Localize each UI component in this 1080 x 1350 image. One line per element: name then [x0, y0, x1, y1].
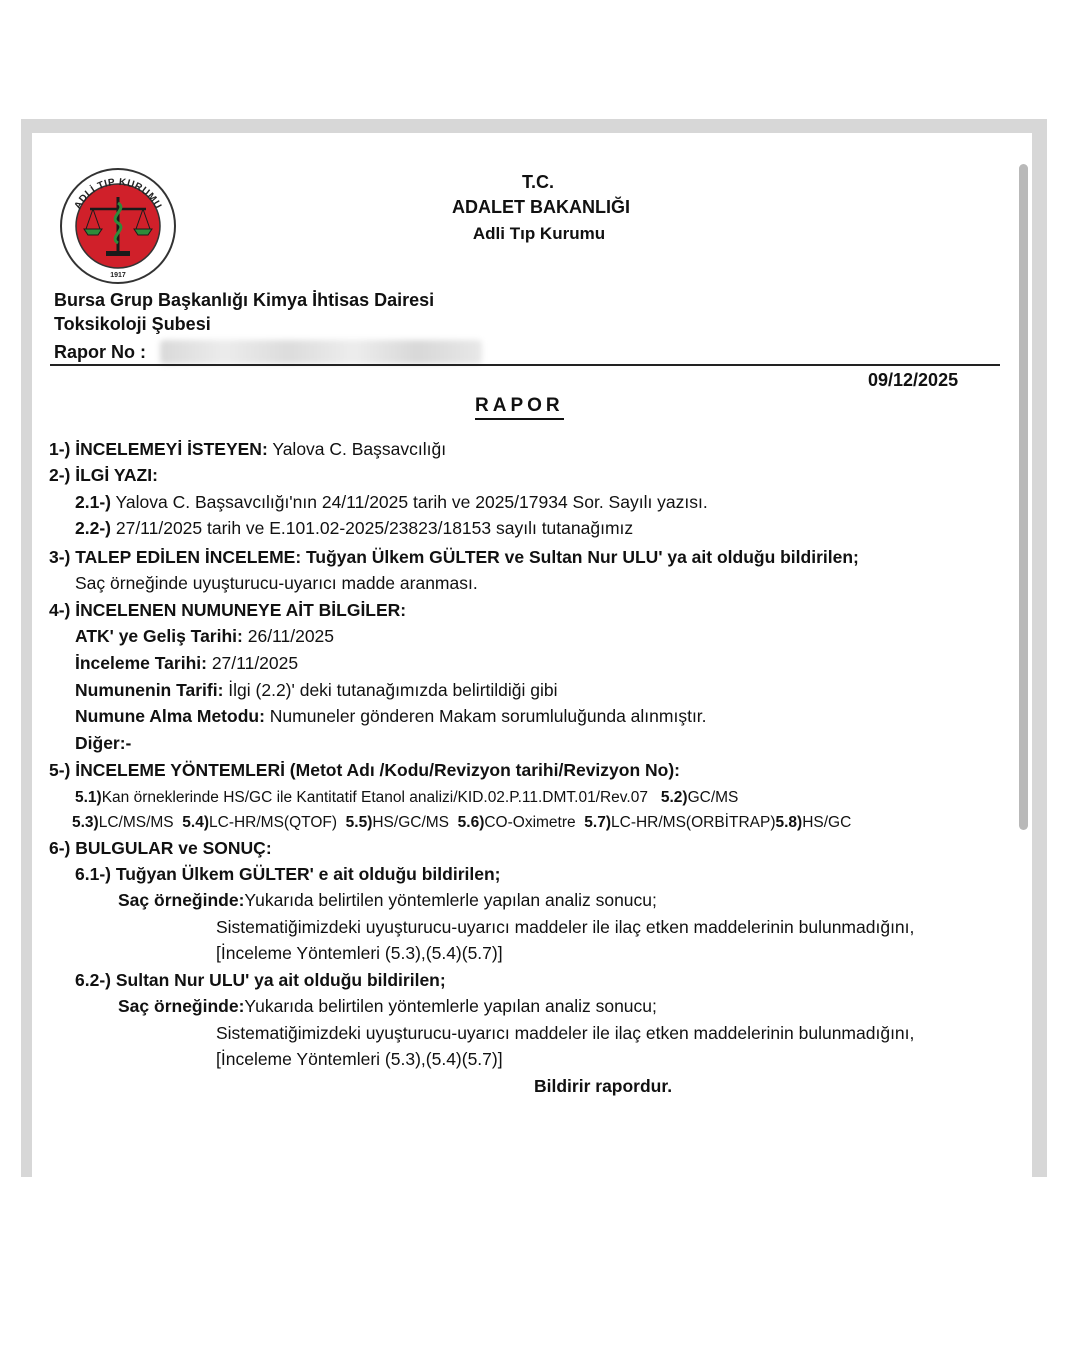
method-5-6-no: 5.6)	[457, 814, 485, 831]
finding-2-intro: Yukarıda belirtilen yöntemlerle yapılan analiz sonucu;	[244, 996, 657, 1016]
logo-ring-text: ADLİ TIP KURUMU	[72, 176, 164, 212]
section-2-item-2	[75, 518, 633, 539]
section-2-label: 2-) İLGİ YAZI:	[49, 465, 158, 485]
method-5-7-no: 5.7)	[584, 814, 611, 831]
sampling-method-row	[75, 706, 707, 727]
department-branch: Toksikoloji Şubesi	[54, 314, 211, 334]
sample-description-row	[75, 680, 558, 701]
scrollbar[interactable]	[1019, 164, 1028, 830]
finding-2-result: Sistematiğimizdeki uyuşturucu-uyarıcı maddeler ile ilaç etken maddelerinin bulunmadığını,	[216, 1023, 915, 1043]
method-5-3: LC/MS/MS	[98, 814, 174, 831]
section-1-label: 1-) İNCELEMEYİ İSTEYEN:	[49, 439, 268, 459]
method-5-4-no: 5.4)	[182, 814, 209, 831]
method-5-6: CO-Oximetre	[484, 814, 576, 831]
header-institute: Adli Tıp Kurumu	[472, 224, 606, 243]
section-3-text: Saç örneğinde uyuşturucu-uyarıcı madde aranması.	[75, 573, 478, 593]
sample-description-value: İlgi (2.2)' deki tutanağımızda belirtildiği gibi	[228, 680, 558, 700]
department-name: Bursa Grup Başkanlığı Kimya İhtisas Dairesi	[54, 290, 435, 310]
sampling-method-value: Numuneler gönderen Makam sorumluluğunda alınmıştır.	[269, 706, 707, 726]
finding-2-methods: [İnceleme Yöntemleri (5.3),(5.4)(5.7)]	[216, 1049, 503, 1069]
method-5-4: LC-HR/MS(QTOF)	[209, 814, 338, 831]
section-2-item-1	[75, 492, 708, 513]
method-5-1: Kan örneklerinde HS/GC ile Kantitatif Etanol analizi/KID.02.P.11.DMT.01/Rev.07	[101, 789, 648, 806]
arrival-date-label: ATK' ye Geliş Tarihi:	[75, 626, 243, 646]
report-no-label: Rapor No :	[54, 342, 146, 362]
arrival-date-value: 26/11/2025	[247, 626, 335, 646]
section-2-item-1-text: Yalova C. Başsavcılığı'nın 24/11/2025 tarih ve 2025/17934 Sor. Sayılı yazısı.	[115, 492, 708, 512]
section-4-label: 4-) İNCELENEN NUMUNEYE AİT BİLGİLER:	[49, 600, 407, 620]
sample-description-label: Numunenin Tarifi:	[75, 680, 224, 700]
method-5-3-no: 5.3)	[72, 814, 99, 831]
finding-2-sample	[118, 996, 657, 1017]
finding-1-label: 6.1-) Tuğyan Ülkem GÜLTER' e ait olduğu bildirilen;	[75, 864, 501, 884]
closing-statement: Bildirir rapordur.	[534, 1076, 673, 1096]
section-1-value: Yalova C. Başsavcılığı	[272, 439, 447, 459]
finding-1-result: Sistematiğimizdeki uyuşturucu-uyarıcı maddeler ile ilaç etken maddelerinin bulunmadığını,	[216, 917, 915, 937]
method-5-2: GC/MS	[687, 789, 739, 806]
finding-1-methods: [İnceleme Yöntemleri (5.3),(5.4)(5.7)]	[216, 943, 503, 963]
report-title: RAPOR	[475, 395, 564, 420]
report-date: 09/12/2025	[868, 370, 959, 390]
method-5-1-no: 5.1)	[75, 789, 102, 806]
method-5-8-no: 5.8)	[775, 814, 803, 831]
methods-line-2	[72, 814, 851, 832]
finding-2-sample-label: Saç örneğinde:	[118, 996, 245, 1016]
section-1	[49, 439, 446, 460]
section-2-item-1-no: 2.1-)	[75, 492, 111, 512]
header-divider	[50, 364, 1000, 366]
finding-1-sample	[118, 890, 657, 911]
methods-line-1	[75, 789, 738, 807]
header-ministry: ADALET BAKANLIĞI	[452, 197, 630, 217]
exam-date-row	[75, 653, 298, 674]
method-5-8: HS/GC	[802, 814, 852, 831]
method-5-2-no: 5.2)	[660, 789, 688, 806]
adli-tip-kurumu-logo	[58, 167, 178, 285]
finding-1-intro: Yukarıda belirtilen yöntemlerle yapılan analiz sonucu;	[244, 890, 657, 910]
method-5-5-no: 5.5)	[345, 814, 373, 831]
other-label: Diğer:-	[75, 733, 132, 753]
logo-year: 1917	[110, 272, 126, 279]
section-6-label: 6-) BULGULAR ve SONUÇ:	[49, 838, 272, 858]
section-3-label: 3-) TALEP EDİLEN İNCELEME: Tuğyan Ülkem GÜLTER ve Sultan Nur ULU' ya ait olduğu bildirilen;	[49, 547, 859, 567]
section-5-label: 5-) İNCELEME YÖNTEMLERİ (Metot Adı /Kodu/Revizyon tarihi/Revizyon No):	[49, 760, 680, 780]
arrival-date-row	[75, 626, 334, 647]
exam-date-value: 27/11/2025	[211, 653, 299, 673]
section-2-item-2-text: 27/11/2025 tarih ve E.101.02-2025/23823/18153 sayılı tutanağımız	[115, 518, 634, 538]
section-2-item-2-no: 2.2-)	[75, 518, 111, 538]
method-5-5: HS/GC/MS	[372, 814, 450, 831]
finding-1-sample-label: Saç örneğinde:	[118, 890, 245, 910]
report-no-redacted	[160, 340, 482, 364]
sampling-method-label: Numune Alma Metodu:	[75, 706, 265, 726]
header-tc: T.C.	[521, 172, 555, 192]
method-5-7: LC-HR/MS(ORBİTRAP)	[611, 814, 776, 831]
exam-date-label: İnceleme Tarihi:	[75, 653, 207, 673]
finding-2-label: 6.2-) Sultan Nur ULU' ya ait olduğu bildirilen;	[75, 970, 446, 990]
